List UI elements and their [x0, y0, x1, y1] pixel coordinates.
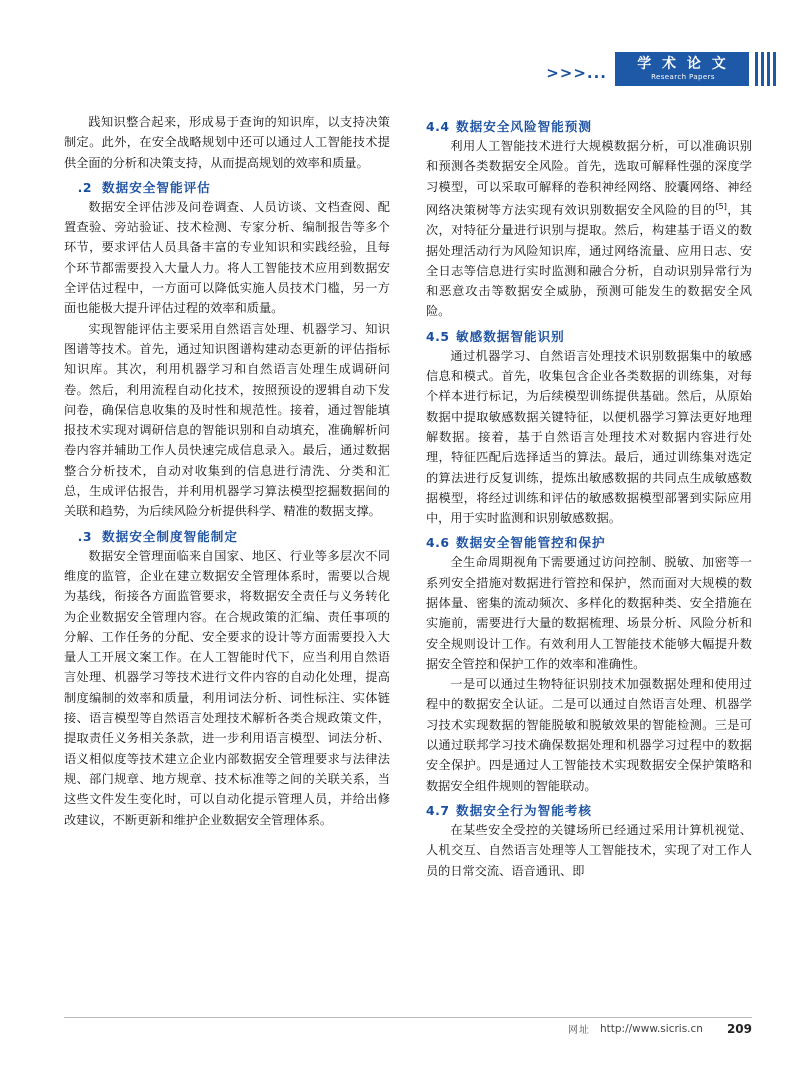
page-header — [546, 52, 776, 86]
paragraph: 通过机器学习、自然语言处理技术识别数据集中的敏感信息和模式。首先，收集包含企业各类数据的训练集，对每个样本进行标记，为后续模型训练提供基础。然后，从原始数据中提取敏感数据关键特征，以便机器学习算法更好地理解数据。接着，基于自然语言处理技术对数据内容进行处理，特征匹配后选择适当的算法。最后，通过训练集对选定的算法进行反复训练，提炼出敏感数据的共同点生成敏感数据模型，将经过训练和评估的敏感数据模型部署到实际应用中，用于实时监测和识别敏感数据。 — [426, 348, 752, 526]
section-number: 4.5 — [426, 328, 450, 344]
section-title: 数据安全行为智能考核 — [456, 802, 592, 818]
paragraph: 实现智能评估主要采用自然语言处理、机器学习、知识图谱等技术。首先，通过知识图谱构建动态更新的评估指标知识库。其次，利用机器学习和自然语言处理生成调研问卷。然后，利用流程自动化技术，按照预设的逻辑自动下发问卷，确保信息收集的及时性和规范性。接着，通过智能填报技术实现对调研信息的智能识别和自动填充，准确解析问卷内容并辅助工作人员快速完成信息录入。最后，通过数据整合分析技术，自动对收集到的信息进行清洗、分类和汇总，生成评估报告，并利用机器学习算法模型挖掘数据间的关联和趋势，为后续风险分析提供科学、精准的数据支撑。 — [64, 321, 390, 519]
paragraph: 全生命周期视角下需要通过访问控制、脱敏、加密等一系列安全措施对数据进行管控和保护，然而面对大规模的数据体量、密集的流动频次、多样化的数据种类、安全措施在实施前，需要进行大量的数据梳理、场景分析、风险分析和安全规则设计工作。有效利用人工智能技术能够大幅提升数据安全管控和保护工作的效率和准确性。 — [426, 555, 752, 671]
section-number: 4.4 — [426, 119, 450, 134]
section-heading — [64, 526, 390, 545]
section-heading — [426, 116, 752, 135]
header-arrows-decoration: >>>... — [546, 64, 607, 82]
paragraph — [426, 136, 752, 322]
header-bar-decoration — [752, 52, 776, 86]
footer-url-label: 网址 — [568, 1025, 590, 1036]
header-title-chinese: 学 术 论 文 — [637, 55, 729, 72]
paragraph: 数据安全评估涉及问卷调查、人员访谈、文档查阅、配置查验、旁站验证、技术检测、专家分析、编制报告等多个环节，要求评估人员具备丰富的专业知识和实践经验，且每个环节都需要投入大量人力。将人工智能技术应用到数据安全评估过程中，一方面可以降低实施人员技术门槛，另一方面也能极大提升评估过程的效率和质量。 — [64, 199, 390, 316]
section-title: 数据安全风险智能预测 — [456, 119, 592, 134]
section-title: 数据安全制度智能制定 — [102, 528, 238, 544]
paragraph-text-b: ，其次，对特征分量进行识别与提取。然后，构建基于语义的数据处理活动行为风险知识库，通过网络流量、应用日志、安全日志等信息进行实时监测和融合分析，自动识别异常行为和恶意攻击等数据安全威胁，预测可能发生的数据安全风险。 — [426, 202, 753, 319]
section-heading — [426, 326, 752, 345]
section-heading — [426, 800, 752, 819]
footer-divider — [64, 1017, 752, 1018]
citation-marker: [5] — [715, 201, 727, 211]
section-title: 数据安全智能管控和保护 — [456, 535, 606, 551]
section-number: .2 — [77, 179, 92, 195]
paragraph: 数据安全管理面临来自国家、地区、行业等多层次不同维度的监管，企业在建立数据安全管理体系时，需要以合规为基线，衔接各方面监管要求，将数据安全责任与义务转化为企业数据安全管理内容。在合规政策的汇编、责任事项的分解、工作任务的分配、安全要求的设计等方面需要投入大量人工开展文案工作。在人工智能时代下，应当利用自然语言处理、机器学习等技术进行文件内容的自动化处理，提高制度编制的效率和质量，利用词法分析、词性标注、实体链接、语言模型等自然语言处理技术解析各类合规政策文件，提取责任义务相关条款，进一步利用语言模型、词法分析、语义相似度等技术建立企业内部数据安全管理要求与法律法规、部门规章、地方规章、技术标准等之间的关联关系，当这些文件发生变化时，可以自动化提示管理人员，并给出修改建议，不断更新和维护企业数据安全管理体系。 — [64, 548, 390, 827]
footer-url[interactable]: http://www.sicris.cn — [600, 1022, 703, 1035]
right-column — [426, 112, 752, 881]
footer-content — [568, 1021, 752, 1036]
section-number: 4.6 — [426, 535, 450, 551]
page-number: 209 — [726, 1021, 752, 1036]
section-title: 敏感数据智能识别 — [456, 328, 565, 344]
section-number: .3 — [77, 528, 92, 544]
left-column — [64, 112, 390, 881]
header-title-english: Research Papers — [651, 72, 715, 81]
paragraph: 一是可以通过生物特征识别技术加强数据处理和使用过程中的数据安全认证。二是可以通过自然语言处理、机器学习技术实现数据的智能脱敏和脱敏效果的智能检测。三是可以通过联邦学习技术确保数据处理和机器学习过程中的数据安全保护。四是通过人工智能技术实现数据安全保护策略和数据安全组件规则的智能联动。 — [426, 677, 752, 793]
section-number: 4.7 — [426, 802, 450, 818]
article-body — [64, 112, 752, 881]
header-title-band — [615, 52, 749, 86]
paragraph-text-a: 利用人工智能技术进行大规模数据分析，可以准确识别和预测各类数据安全风险。首先，选取可解释性强的深度学习模型，可以采取可解释的卷积神经网络、胶囊网络、神经网络决策树等方法实现有效识别数据安全风险的目的 — [426, 139, 752, 217]
paragraph: 在某些安全受控的关键场所已经通过采用计算机视觉、人机交互、自然语言处理等人工智能技术，实现了对工作人员的日常交流、语音通讯、即 — [426, 822, 752, 878]
section-title: 数据安全智能评估 — [102, 179, 211, 195]
page-footer — [64, 1017, 752, 1043]
paragraph: 践知识整合起来，形成易于查询的知识库，以支持决策制定。此外，在安全战略规划中还可以通过人工智能技术提供全面的分析和决策支持，从而提高规划的效率和质量。 — [64, 115, 390, 170]
section-heading — [426, 532, 752, 551]
section-heading — [64, 177, 390, 196]
